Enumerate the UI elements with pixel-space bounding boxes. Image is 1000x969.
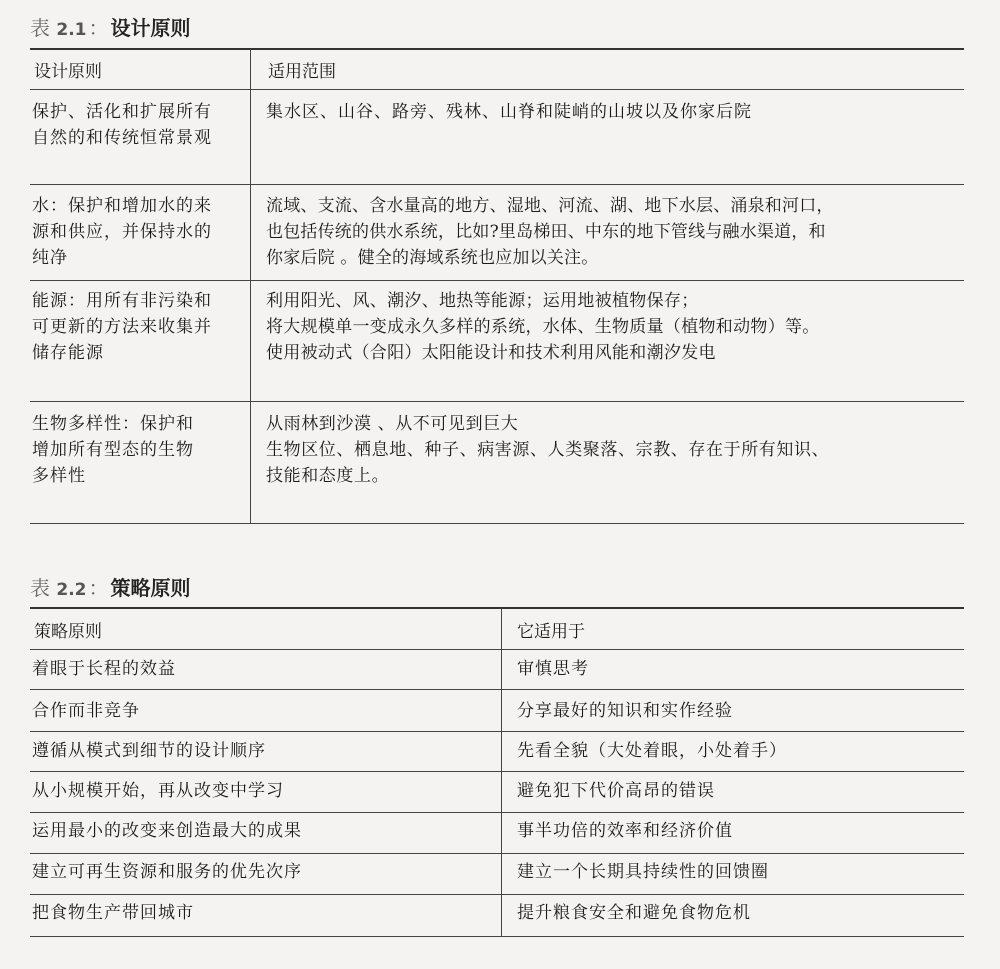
table-row-principle: 水：保护和增加水的来 源和供应，并保持水的 纯净 xyxy=(32,196,212,268)
table-2-2-header-strategy: 策略原则 xyxy=(34,622,102,642)
table-row-strategy: 把食物生产带回城市 xyxy=(32,903,194,923)
table-row-scope: 流域、支流、含水量高的地方、湿地、河流、湖、地下水层、涌泉和河口， 也包括传统的供水系统，比如?里岛梯田、中东的地下管线与融水渠道，和 你家后院 。健全的海域系统也应加以关注。 xyxy=(266,196,834,268)
table-2-2-caption xyxy=(30,576,190,602)
table-2-1-header-principle: 设计原则 xyxy=(34,62,102,82)
table-row-applies: 先看全貌（大处着眼，小处着手） xyxy=(517,741,787,761)
table-row-scope: 从雨林到沙漠 、从不可见到巨大 生物区位、栖息地、种子、病害源、人类聚落、宗教、存在于所有知识、 技能和态度上。 xyxy=(266,414,830,486)
table-2-2-row-rule xyxy=(30,812,964,813)
table-2-1-caption xyxy=(30,16,190,42)
table-number: 2.2 xyxy=(56,580,87,600)
table-2-2-row-rule xyxy=(30,771,964,772)
table-row-principle: 能源：用所有非污染和 可更新的方法来收集并 储存能源 xyxy=(32,291,212,363)
table-row-scope: 利用阳光、风、潮汐、地热等能源；运用地被植物保存； 将大规模单一变成永久多样的系统，水体、生物质量（植物和动物）等。 使用被动式（合阳）太阳能设计和技术利用风能和潮汐发电 xyxy=(266,291,820,363)
table-2-2-row-rule xyxy=(30,894,964,895)
table-2-2-column-divider xyxy=(501,608,502,937)
table-2-1-top-rule xyxy=(30,48,964,50)
table-row-applies: 建立一个长期具持续性的回馈圈 xyxy=(517,862,769,882)
table-row-applies: 分享最好的知识和实作经验 xyxy=(517,701,733,721)
table-row-strategy: 建立可再生资源和服务的优先次序 xyxy=(32,862,302,882)
table-2-1-row-rule xyxy=(30,184,964,185)
table-row-applies: 审慎思考 xyxy=(517,659,589,679)
table-row-applies: 事半功倍的效率和经济价值 xyxy=(517,821,733,841)
table-2-2-row-rule xyxy=(30,731,964,732)
caption-colon: ： xyxy=(88,16,109,40)
table-2-1-column-divider xyxy=(250,49,251,523)
table-row-applies: 提升粮食安全和避免食物危机 xyxy=(517,903,751,923)
table-row-strategy: 着眼于长程的效益 xyxy=(32,659,176,679)
table-2-2-bottom-rule xyxy=(30,936,964,937)
table-row-scope: 集水区、山谷、路旁、残林、山脊和陡峭的山坡以及你家后院 xyxy=(266,102,752,122)
table-2-2-header-applies: 它适用于 xyxy=(517,622,585,642)
table-row-principle: 生物多样性：保护和 增加所有型态的生物 多样性 xyxy=(32,414,194,486)
table-title: 设计原则 xyxy=(110,16,191,40)
table-2-1-row-rule xyxy=(30,401,964,402)
table-2-2-row-rule xyxy=(30,853,964,854)
table-2-2-header-rule xyxy=(30,649,964,650)
table-row-applies: 避免犯下代价高昂的错误 xyxy=(517,781,715,801)
table-label: 表 xyxy=(30,576,50,600)
table-row-strategy: 合作而非竞争 xyxy=(32,701,140,721)
table-2-1-row-rule xyxy=(30,280,964,281)
table-2-1-header-rule xyxy=(30,89,964,90)
table-title: 策略原则 xyxy=(110,576,191,600)
table-label: 表 xyxy=(30,16,50,40)
table-2-1-header-scope: 适用范围 xyxy=(268,62,336,82)
table-row-principle: 保护、活化和扩展所有 自然的和传统恒常景观 xyxy=(32,102,212,148)
table-2-2-top-rule xyxy=(30,607,964,609)
table-number: 2.1 xyxy=(56,20,87,40)
caption-colon: ： xyxy=(88,576,109,600)
table-row-strategy: 遵循从模式到细节的设计顺序 xyxy=(32,741,266,761)
table-row-strategy: 运用最小的改变来创造最大的成果 xyxy=(32,821,302,841)
table-2-1-bottom-rule xyxy=(30,523,964,524)
table-2-2-row-rule xyxy=(30,689,964,690)
table-row-strategy: 从小规模开始，再从改变中学习 xyxy=(32,781,284,801)
